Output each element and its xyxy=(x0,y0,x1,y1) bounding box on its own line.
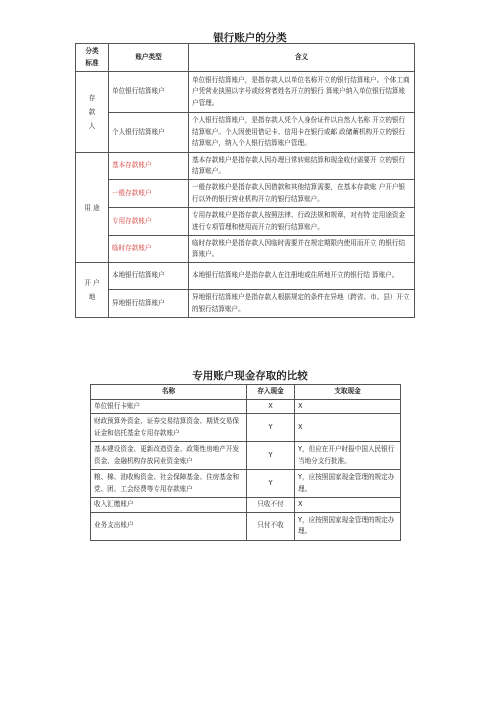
meaning-cell: 个人银行结算账户，是指存款人凭个人身份证件以自然人名称 开立的银行结算账户。个人因使用借记卡、信用卡在银行或邮 政储蓄机构开立的银行结算账户，纳入个人银行结算账户管理。 xyxy=(189,113,415,153)
withdraw-cell: X xyxy=(295,414,401,442)
account-type-cell: 专用存款账户 xyxy=(109,208,189,236)
withdraw-cell: Y，应按照国家现金管理的规定办理。 xyxy=(295,512,401,540)
account-name-cell: 基本建设资金、更新改造资金、政策性房地产开发资金、金融机构存放同业资金账户 xyxy=(91,442,247,470)
account-name-cell: 财政预算外资金、证券交易结算资金、期货交易保证金和信托基金专用存款账户 xyxy=(91,414,247,442)
account-name-cell: 业务支出账户 xyxy=(91,512,247,540)
account-classification-table xyxy=(75,43,415,318)
header-classification: 分类 标准 xyxy=(76,44,109,72)
header-deposit-cash: 存入现金 xyxy=(247,385,295,400)
category-depositor: 存 款 人 xyxy=(76,72,109,153)
account-name-cell: 收入汇缴账户 xyxy=(91,498,247,513)
account-type-cell: 本地银行结算账户 xyxy=(109,263,189,290)
deposit-cell: Y xyxy=(247,414,295,442)
meaning-cell: 本地银行结算账户是指存款人在注册地或住所地开立的银行结 算账户。 xyxy=(189,263,415,290)
table1-title: 银行账户的分类 xyxy=(213,32,287,44)
account-type-cell: 一般存款账户 xyxy=(109,180,189,208)
header-account-type: 账户类型 xyxy=(109,44,189,72)
account-name-cell: 粮、棉、油收购资金、社会保障基金、住房基金和党、团、工会经费等专用存款账户 xyxy=(91,470,247,498)
deposit-cell: 只付不收 xyxy=(247,512,295,540)
header-meaning: 含义 xyxy=(189,44,415,72)
category-purpose: 用 途 xyxy=(76,153,109,263)
deposit-cell: 只收不付 xyxy=(247,498,295,513)
account-type-cell: 异地银行结算账户 xyxy=(109,290,189,318)
withdraw-cell: X xyxy=(295,399,401,414)
withdraw-cell: Y，应按照国家现金管理的规定办理。 xyxy=(295,470,401,498)
account-type-cell: 单位银行结算账户 xyxy=(109,72,189,113)
account-type-cell: 临时存款账户 xyxy=(109,236,189,263)
meaning-cell: 一般存款账户是指存款人因借款和其他结算需要，在基本存款账 户开户银行以外的银行营业机构开立的银行结算账户。 xyxy=(189,180,415,208)
meaning-cell: 单位银行结算账户，是指存款人以单位名称开立的银行结算账户。个体工商户凭营业执照以字号或经营者姓名开立的银行 算账户纳入单位银行结算账户管理。 xyxy=(189,72,415,113)
deposit-cell: X xyxy=(247,399,295,414)
account-type-cell: 个人银行结算账户 xyxy=(109,113,189,153)
meaning-cell: 异地银行结算账户是指存款人根据规定的条件在异地（跨省、市、县）开立的银行结算账户。 xyxy=(189,290,415,318)
meaning-cell: 专用存款账户是指存款人按照法律、行政法规和规章，对有特 定用途资金进行专项管理和使用而开立的银行结算账户。 xyxy=(189,208,415,236)
header-withdraw-cash: 支取现金 xyxy=(295,385,401,400)
meaning-cell: 临时存款账户是指存款人因临时需要并在规定期限内使用而开立 的银行结算账户。 xyxy=(189,236,415,263)
cash-access-comparison-table xyxy=(90,384,401,541)
withdraw-cell: X xyxy=(295,498,401,513)
category-location: 开 户 地 xyxy=(76,263,109,318)
header-name: 名称 xyxy=(91,385,247,400)
deposit-cell: Y xyxy=(247,470,295,498)
account-type-cell: 基本存款账户 xyxy=(109,153,189,180)
deposit-cell: Y xyxy=(247,442,295,470)
account-name-cell: 单位银行卡账户 xyxy=(91,399,247,414)
table2-title: 专用账户现金存取的比较 xyxy=(192,370,308,382)
meaning-cell: 基本存款账户是指存款人因办理日常转账结算和现金收付需要开 立的银行结算账户。 xyxy=(189,153,415,180)
withdraw-cell: Y，但应在开户时报中国人民银行当地分支行批准。 xyxy=(295,442,401,470)
